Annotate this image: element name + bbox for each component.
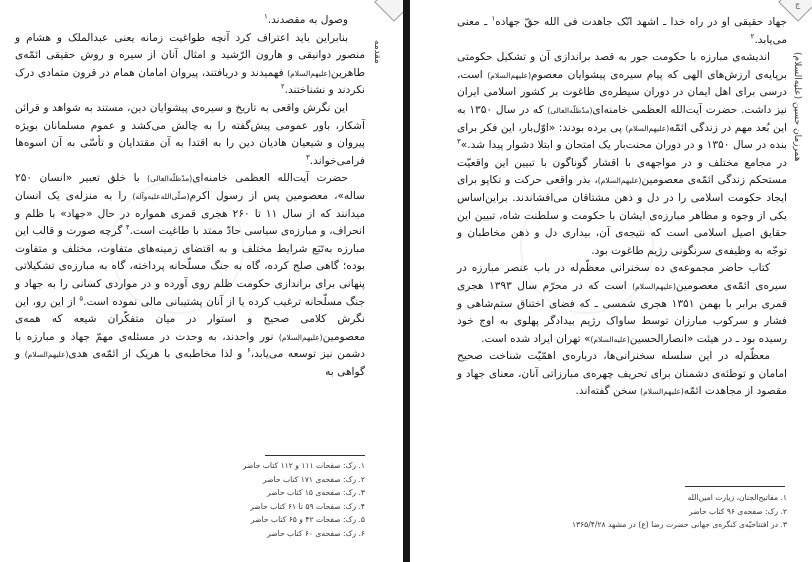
text-run: » تهران ایراد شده است. — [481, 332, 591, 345]
text-run: فهمیدند و دریافتند، پیروان امامان همام در قرون متمادی درک نکردند و نشناختند. — [15, 66, 365, 97]
page-number: ج — [795, 0, 801, 9]
right-page — [410, 0, 812, 562]
footnote-item: ۳. رک: صفحه‌ی ۱۵ کتاب حاضر — [267, 488, 365, 497]
text-run: حضرت آیت‌الله العظمی خامنه‌ای — [192, 172, 349, 185]
text-run: معظّم‌له در این سلسله سخنرانی‌ها، درباره‌ی اهمّیّت شناخت صحیح امامان و توطئه‌ی دشمنان برای تحریف چهره‌ی مبارزاتی آنان، معنای جهاد و مقصود از مجاهدت ائمّه — [457, 350, 787, 398]
paragraph — [15, 12, 365, 30]
honorific: (مدّظلّه‌العالی) — [147, 174, 193, 184]
text-run: سخن گفته‌اند. — [575, 385, 641, 398]
paragraph — [15, 30, 365, 100]
honorific: (علیهم‌السلام) — [24, 350, 69, 360]
footnote-item: ۱. رک: صفحات ۱۱۱ و ۱۱۲ کتاب حاضر — [242, 461, 365, 470]
text-run: اندیشه‌ی مبارزه با حکومت جور به قصد براندازی آن و تشکیل حکومتی برپایه‌ی ارزش‌های الهی که پیام سیره‌ی پیشوایان معصوم — [457, 51, 787, 81]
honorific: (صلّی‌الله‌علیه‌وآله) — [132, 191, 190, 201]
paragraph — [457, 260, 787, 348]
corner-ornament — [374, 0, 403, 22]
footnote-item: ۳. در افتتاحیّه‌ی کنگره‌ی جهانی حضرت رضا (ع) در مشهد ۱۳۶۵/۴/۲۸ — [571, 520, 787, 529]
text-run: نور واحدند، به وحدت در مسئله‌ی مهمّ جهاد و مبارزه با دشمن نیز توسعه می‌یابد، — [15, 330, 365, 361]
text-run: پی برده بودند: «اوّل‌بار، این فکر برای بنده در سال ۱۳۵۰ و در دوران محنت‌بار یک امتحان و ابتلا دشوار پیدا شد.» — [457, 121, 787, 152]
body-text — [15, 12, 365, 381]
footnote-ref: ۳ — [457, 137, 461, 146]
footnote-ref: ۳ — [306, 153, 310, 162]
honorific: (علیهم‌السلام) — [287, 68, 331, 78]
book-spine — [403, 0, 410, 562]
body-text — [457, 14, 787, 401]
footnotes — [457, 491, 787, 532]
honorific: (علیهم‌السلام) — [632, 281, 676, 291]
honorific: (علیهم‌السلام) — [625, 123, 670, 133]
footnote-item: ۲. رک: صفحه‌ی ۹۶ کتاب حاضر — [689, 506, 787, 516]
footnote-ref: ۱ — [491, 14, 496, 23]
footnotes — [15, 459, 365, 540]
text-run: ـ معنی می‌یابد. — [457, 16, 787, 46]
paragraph — [15, 100, 365, 170]
text-run: را به منزله‌ی یک انسان میدانند که از سال ۱۱ تا ۲۶۰ هجری قمری همواره در حال «جهاد» با ظلم و انحراف، و مبارزه‌ی سیاسی حادّ ممتد با طاغیت است. — [15, 189, 365, 238]
running-head: همرزمان حسین (علیه‌السلام) — [792, 52, 802, 162]
footnote-ref: ۶ — [246, 346, 251, 355]
honorific: (مدّظلّه‌العالی) — [547, 105, 593, 115]
left-page — [0, 0, 403, 562]
text-run: این نگرش واقعی به تاریخ و سیره‌ی پیشوایان دین، مستند به شواهد و قرائن آشکار، باور عمومی پیش‌گفته را به چالش می‌کشد و عموم مسلمانان بویژه پیروان و شیعیان هادیان دین را به اقتدا به آن مقتدایان و تأسّی به آن اسوه‌ها فرامی‌خواند. — [15, 101, 365, 167]
honorific: (علیهم‌السلام) — [487, 70, 532, 80]
honorific: (علیهم‌السلام) — [640, 387, 684, 397]
footnote-item: ۶. رک: صفحه‌ی ۶۰ کتاب حاضر — [267, 528, 365, 538]
paragraph — [15, 170, 365, 381]
paragraph — [457, 348, 787, 401]
text-run: از این رو، این نگرش کلامی صحیح و استوار در میان متفکّران شیعه که همه‌ی معصومین — [15, 295, 365, 343]
text-run: گرچه صورت و قالب این مبارزه به‌تَبَع شرایط مختلف و به اقتضای زمینه‌های متفاوت، مختلف و متفاوت بوده؛ گاهی صلح کرده، گاه به جنگ مسلّحانه پرداخته، گاه به مبارزه‌ی تشکیلاتی پنهانی برای براندازی حکومت ظلم روی آورده و در مواردی کسانی را به جهاد و جنگ مسلّحانه ترغیب کرده یا از آنان پشتیبانی مالی نموده است. — [15, 225, 366, 308]
text-run: بنابراین باید اعتراف کرد آنچه طواغیت زمانه یعنی عبدالملک و هشام و منصور دوانیقی و هارون الرّشید و امثال آنان از سیره و روش حقیقی ائمّه‌ی طاهرین — [15, 31, 365, 79]
running-head: مقدمه — [372, 40, 382, 64]
text-run: با خلق تعبیر «انسان ۲۵۰ ساله»، معصومین پس از رسول اکرم — [15, 172, 365, 202]
honorific: (علیه‌السلام) — [590, 334, 630, 344]
footnote-item: ۲. رک: صفحه‌ی ۱۷۱ کتاب حاضر — [262, 474, 365, 484]
footnote-item: ۵. رک: صفحات ۴۲ و ۶۵ کتاب حاضر — [250, 515, 365, 524]
footnote-rule — [265, 455, 365, 456]
footnote-ref: ۴ — [125, 223, 130, 232]
text-run: در مجامع مختلف و در مواجهه‌ی با اقشار گوناگون با تبیین این واقعیّت مستحکم زندگی ائمّه‌ی معصومین — [457, 156, 788, 187]
footnote-ref: ۲ — [280, 82, 285, 91]
footnote-ref: ۱ — [263, 12, 268, 21]
footnote-ref: ۲ — [750, 32, 755, 41]
text-run: جهاد حقیقی او در راه خدا ـ اشهد انّک جاهدت فی الله حقّ جهاده — [495, 16, 787, 28]
paragraph — [457, 49, 787, 260]
text-run: است که در محرّم سال ۱۳۹۳ هجری قمری برابر با بهمن ۱۳۵۱ هجری شمسی ـ که فضای اختناق ستم‌شاهی و فشار و سرکوب مبارزان توسط ساواک رژیم بیدادگر پهلوی به اوج خود رسیده بود ـ در هیئت «انصارالحسین — [457, 279, 787, 345]
footnote-rule — [685, 486, 785, 487]
honorific: (علیهم‌السلام) — [597, 176, 642, 186]
text-run: وصول به مقصدند. — [267, 14, 349, 26]
text-run: است، درسی برای اهل ایمان در دوران سیطره‌ی طاغوت بر کشور اسلامی ایران نیز داشت. حضرت آیت‌الله العظمی خامنه‌ای — [457, 68, 787, 116]
footnote-ref: ۵ — [79, 293, 84, 302]
paragraph — [457, 14, 787, 49]
text-run: ، بذر واقعی حرکت و تکاپو برای ایجاد حکومت اسلامی را در دل و ذهن مشتاقان می‌افشاندند. براین‌اساس یکی از وجوه و مظاهر مبارزه‌ی ایشان با حکومت و سلطنت شاه، تبیین این حقایق اصیل اسلامی است که نتیجه‌ی آن، بیداری دل و ذهن مخاطبان و توجّه به وظیفه‌ی سرنگونی رژیم طاغوت بود. — [457, 174, 787, 257]
footnote-item: ۴. رک: صفحات ۵۹ تا ۶۱ کتاب حاضر — [250, 501, 365, 511]
text-run: کتاب حاضر مجموعه‌ی ده سخنرانی معظّم‌له در باب عنصر مبارزه در سیره‌ی ائمّه‌ی معصومین — [457, 262, 787, 292]
text-run: و گواهی به — [15, 348, 365, 378]
text-run: و لذا مخاطبه‌ی با هریک از ائمّه‌ی هدی — [68, 348, 247, 361]
footnote-item: ۱. مفاتیح‌الجنان، زیارت امین‌الله — [687, 493, 787, 502]
honorific: (علیهم‌السلام) — [278, 332, 323, 342]
text-run: که در سال ۱۳۵۰ به این بُعد مهم در زندگی ائمّه — [457, 103, 787, 134]
